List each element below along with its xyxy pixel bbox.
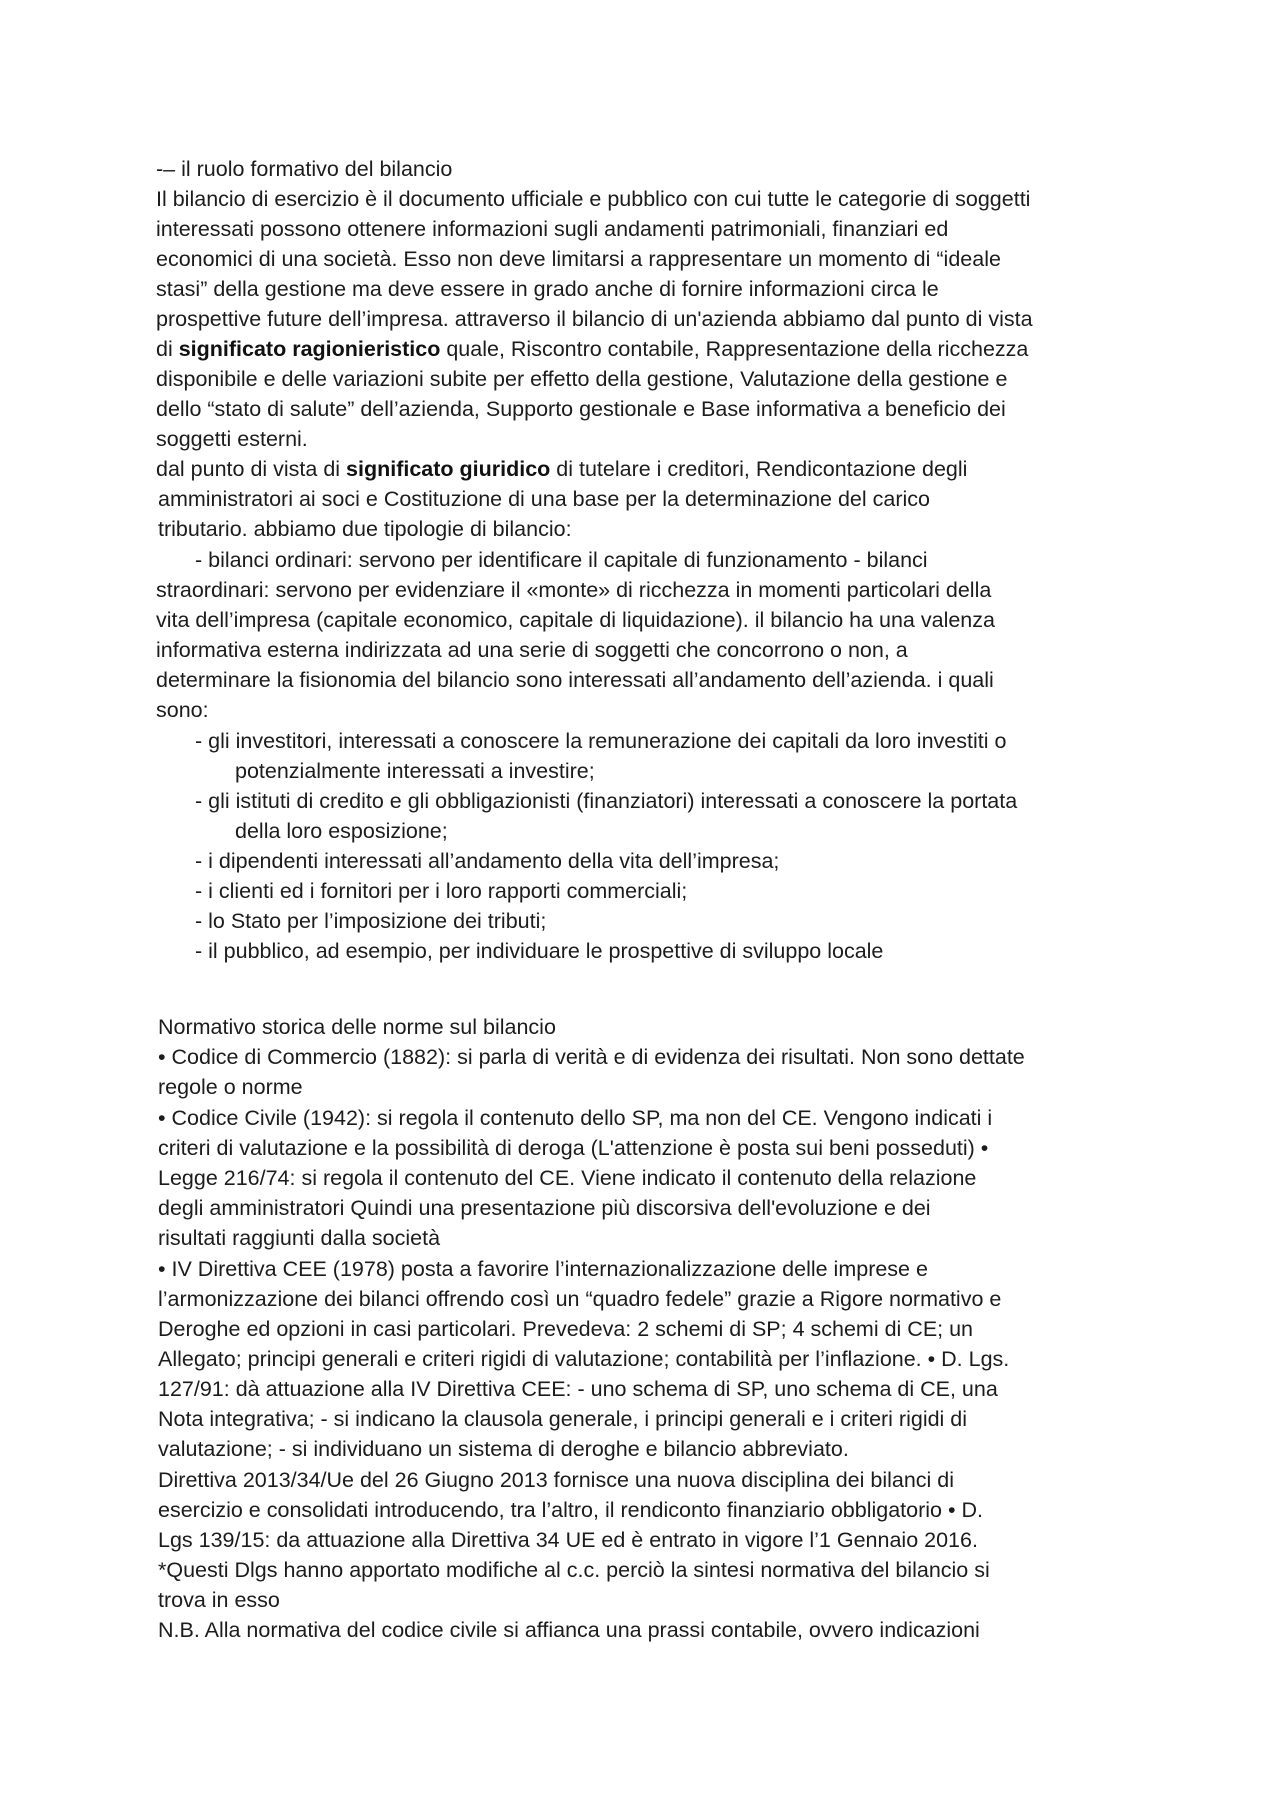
paragraph-line: interessati possono ottenere informazioni sugli andamenti patrimoniali, finanziari ed	[156, 217, 949, 241]
paragraph-line: tributario. abbiamo due tipologie di bilancio:	[158, 517, 572, 541]
paragraph-line: Allegato; principi generali e criteri rigidi di valutazione; contabilità per l’inflazione. • D. Lgs.	[158, 1347, 1010, 1371]
paragraph-line-giuridico: dal punto di vista di significato giuridico di tutelare i creditori, Rendicontazione degli	[156, 457, 968, 481]
list-item: - il pubblico, ad esempio, per individuare le prospettive di sviluppo locale	[195, 939, 884, 963]
paragraph-line: Lgs 139/15: da attuazione alla Direttiva 34 UE ed è entrato in vigore l’1 Gennaio 2016.	[158, 1528, 978, 1552]
paragraph-line: vita dell’impresa (capitale economico, capitale di liquidazione). il bilancio ha una valenza	[156, 608, 995, 632]
paragraph-line: criteri di valutazione e la possibilità di deroga (L'attenzione è posta sui beni posseduti) •	[158, 1136, 989, 1160]
paragraph-line: regole o norme	[158, 1075, 303, 1099]
section-title: -– il ruolo formativo del bilancio	[156, 157, 453, 181]
paragraph-line: stasi” della gestione ma deve essere in grado anche di fornire informazioni circa le	[156, 277, 939, 301]
list-item-continuation: potenzialmente interessati a investire;	[235, 759, 595, 783]
list-item: - lo Stato per l’imposizione dei tributi;	[195, 909, 547, 933]
paragraph-line: • Codice di Commercio (1882): si parla di verità e di evidenza dei risultati. Non sono dettate	[158, 1045, 1025, 1069]
paragraph-line: soggetti esterni.	[156, 427, 308, 451]
paragraph-line: straordinari: servono per evidenziare il «monte» di ricchezza in momenti particolari della	[156, 578, 992, 602]
paragraph-line: Il bilancio di esercizio è il documento ufficiale e pubblico con cui tutte le categorie di soggetti	[156, 187, 1031, 211]
list-item: - bilanci ordinari: servono per identificare il capitale di funzionamento - bilanci	[195, 548, 928, 572]
paragraph-line: determinare la fisionomia del bilancio sono interessati all’andamento dell’azienda. i quali	[156, 668, 994, 692]
section-title: Normativo storica delle norme sul bilancio	[158, 1015, 556, 1039]
paragraph-line: trova in esso	[158, 1588, 280, 1612]
paragraph-line: Nota integrativa; - si indicano la clausola generale, i principi generali e i criteri rigidi di	[158, 1407, 968, 1431]
paragraph-line: • IV Direttiva CEE (1978) posta a favorire l’internazionalizzazione delle imprese e	[158, 1257, 928, 1281]
paragraph-line: sono:	[156, 698, 209, 722]
paragraph-line: risultati raggiunti dalla società	[158, 1226, 441, 1250]
paragraph-line-ragionieristico: di significato ragionieristico quale, Riscontro contabile, Rappresentazione della ricchezza	[156, 337, 1029, 361]
list-item: - gli istituti di credito e gli obbligazionisti (finanziatori) interessati a conoscere la portata	[195, 789, 1018, 813]
paragraph-line: degli amministratori Quindi una presentazione più discorsiva dell'evoluzione e dei	[158, 1196, 931, 1220]
list-item-continuation: della loro esposizione;	[235, 819, 448, 843]
paragraph-line: • Codice Civile (1942): si regola il contenuto dello SP, ma non del CE. Vengono indicati i	[158, 1106, 993, 1130]
list-item: - i dipendenti interessati all’andamento della vita dell’impresa;	[195, 849, 780, 873]
paragraph-line: prospettive future dell’impresa. attraverso il bilancio di un'azienda abbiamo dal punto di vista	[156, 307, 1033, 331]
paragraph-line: Direttiva 2013/34/Ue del 26 Giugno 2013 fornisce una nuova disciplina dei bilanci di	[158, 1468, 955, 1492]
bold-term: significato giuridico	[346, 457, 551, 481]
paragraph-line: *Questi Dlgs hanno apportato modifiche al c.c. perciò la sintesi normativa del bilancio si	[158, 1558, 990, 1582]
paragraph-line: esercizio e consolidati introducendo, tra l’altro, il rendiconto finanziario obbligatorio • D.	[158, 1498, 983, 1522]
paragraph-line: Deroghe ed opzioni in casi particolari. Prevedeva: 2 schemi di SP; 4 schemi di CE; un	[158, 1317, 974, 1341]
paragraph-line: informativa esterna indirizzata ad una serie di soggetti che concorrono o non, a	[156, 638, 908, 662]
paragraph-line: l’armonizzazione dei bilanci offrendo così un “quadro fedele” grazie a Rigore normativo e	[158, 1287, 1002, 1311]
paragraph-line: Legge 216/74: si regola il contenuto del CE. Viene indicato il contenuto della relazione	[158, 1166, 977, 1190]
list-item: - gli investitori, interessati a conoscere la remunerazione dei capitali da loro investiti o	[195, 729, 1007, 753]
bold-term: significato ragionieristico	[178, 337, 441, 361]
list-item: - i clienti ed i fornitori per i loro rapporti commerciali;	[195, 879, 688, 903]
paragraph-line: dello “stato di salute” dell’azienda, Supporto gestionale e Base informativa a beneficio dei	[156, 397, 1006, 421]
paragraph-line: amministratori ai soci e Costituzione di una base per la determinazione del carico	[158, 487, 930, 511]
paragraph-line: valutazione; - si individuano un sistema di deroghe e bilancio abbreviato.	[158, 1437, 849, 1461]
paragraph-line: 127/91: dà attuazione alla IV Direttiva CEE: - uno schema di SP, uno schema di CE, una	[158, 1377, 998, 1401]
paragraph-line: N.B. Alla normativa del codice civile si affianca una prassi contabile, ovvero indicazioni	[158, 1618, 980, 1642]
paragraph-line: economici di una società. Esso non deve limitarsi a rappresentare un momento di “ideale	[156, 247, 1001, 271]
paragraph-line: disponibile e delle variazioni subite per effetto della gestione, Valutazione della gestione e	[156, 367, 1008, 391]
